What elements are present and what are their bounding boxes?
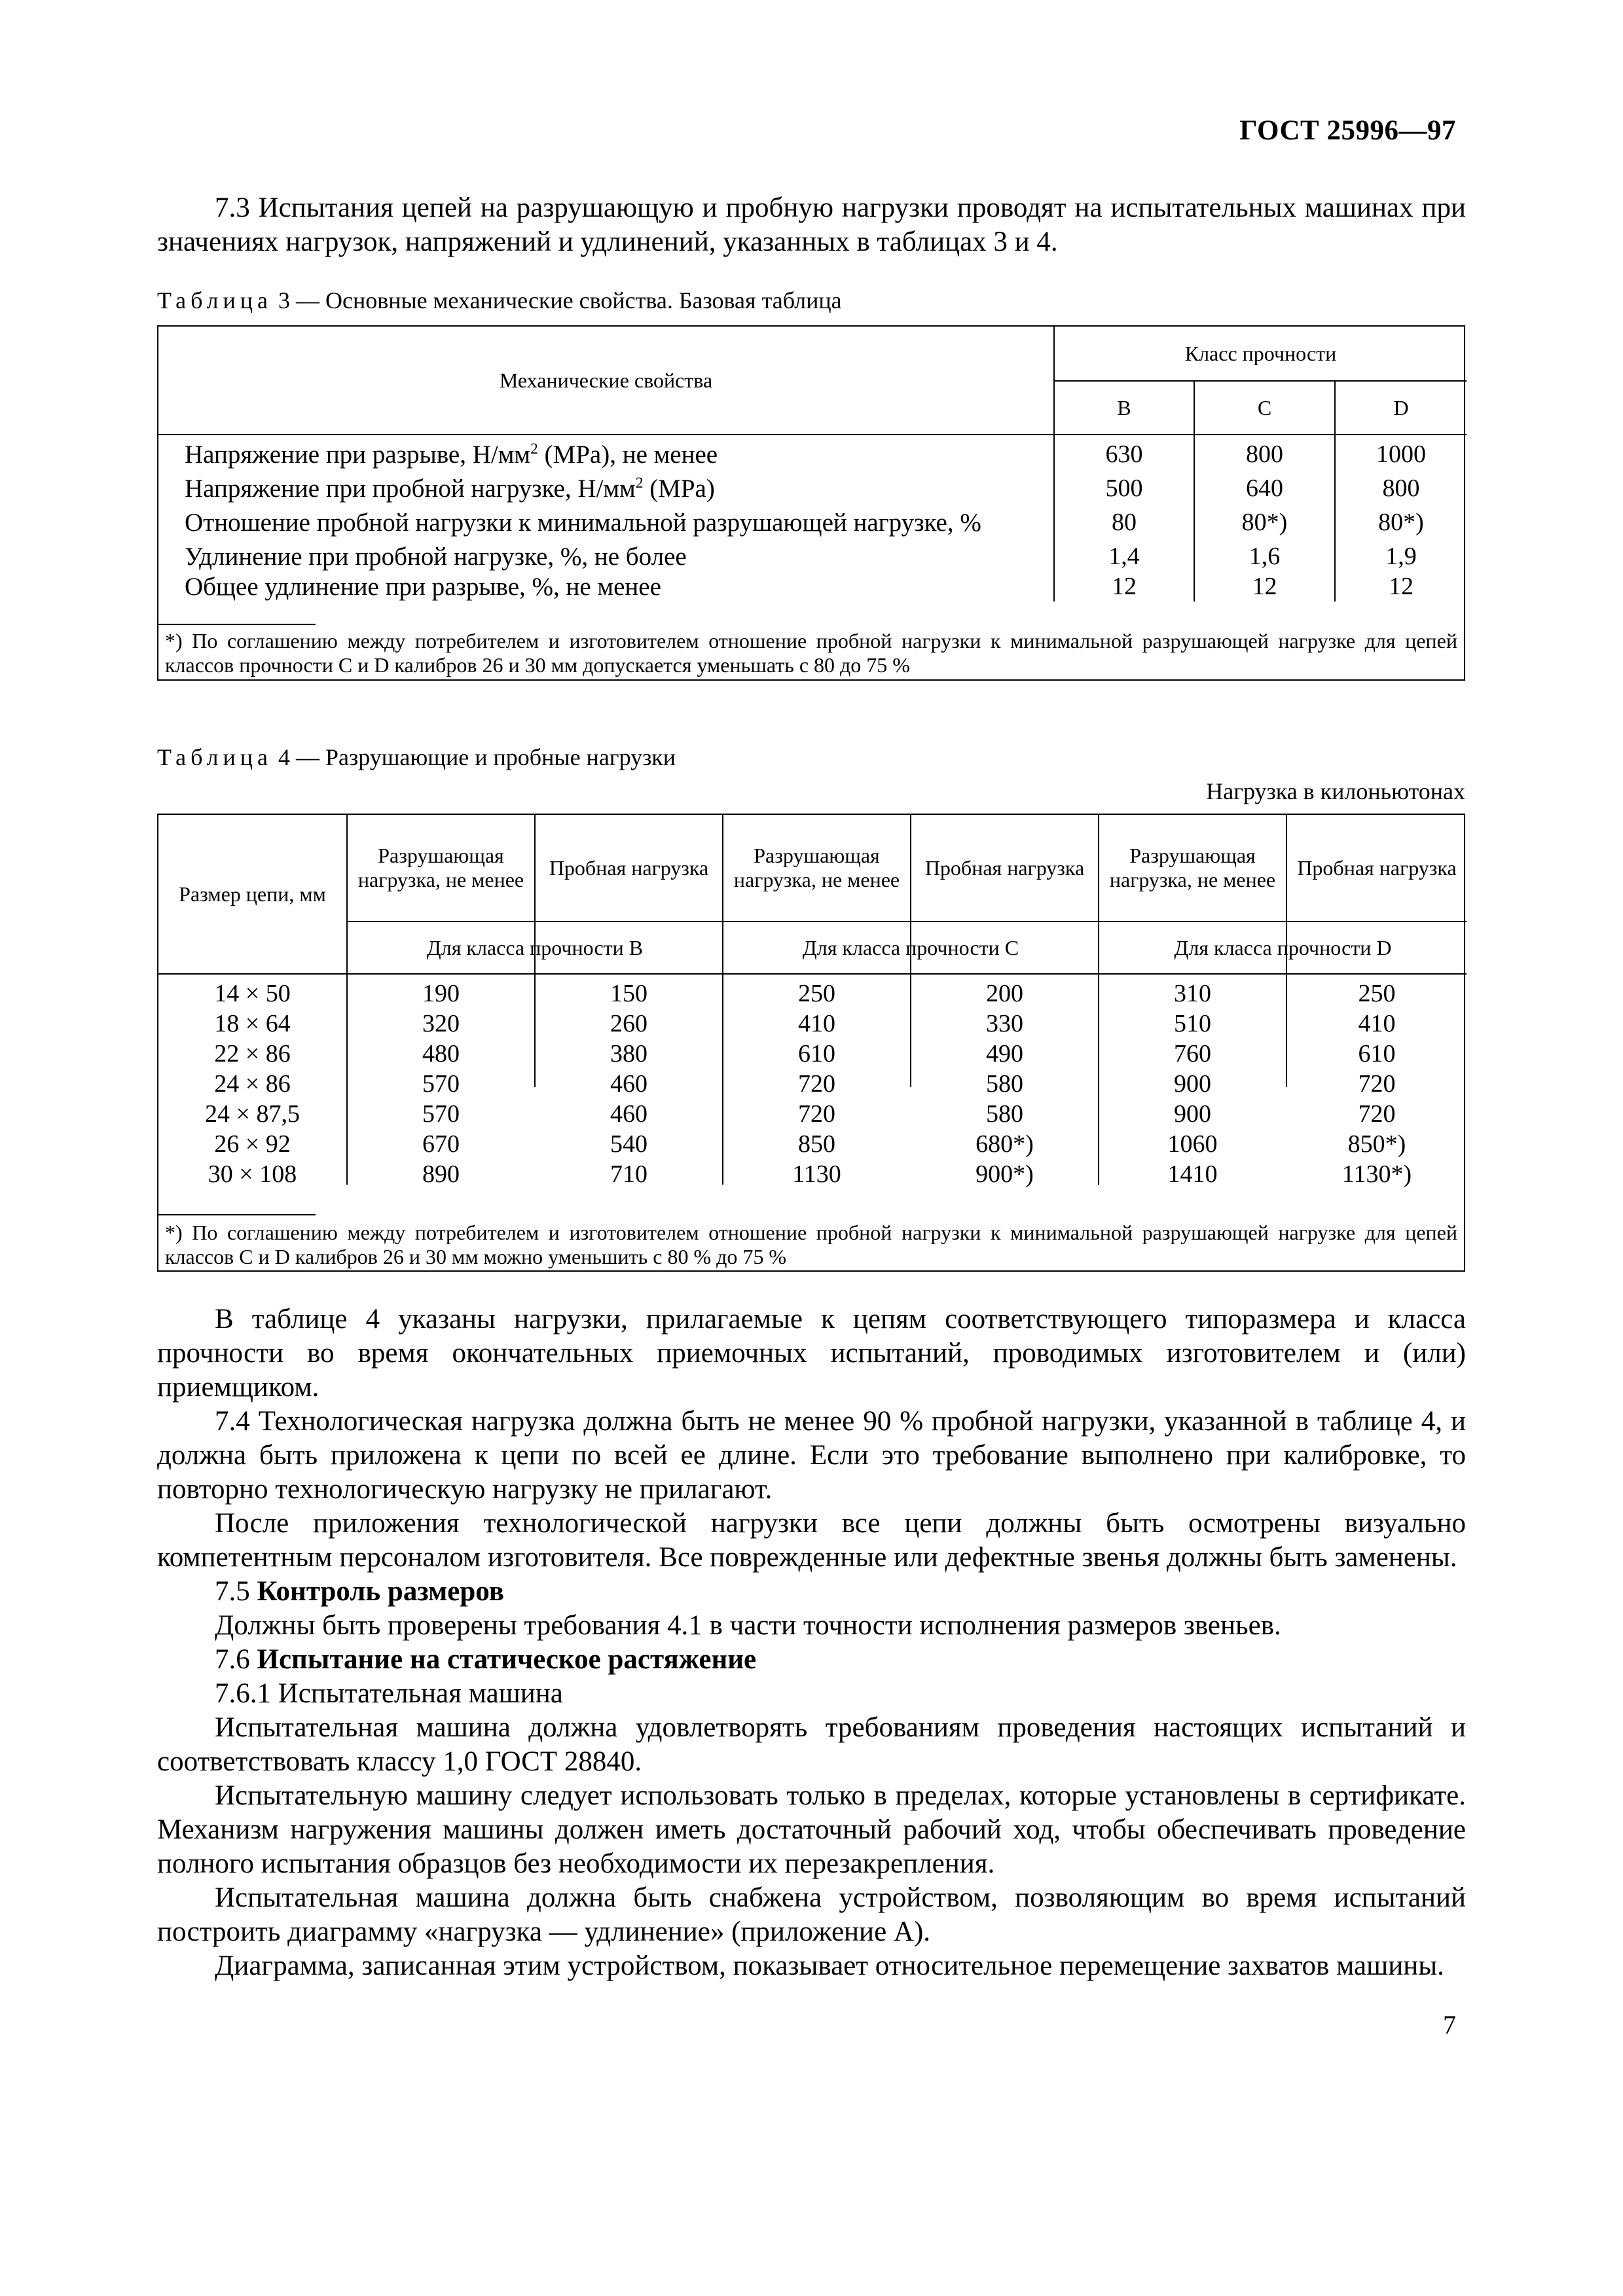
table4-value-cell: 580 bbox=[986, 1100, 1023, 1128]
table4-value-cell: 670 bbox=[422, 1130, 460, 1158]
table4-value-cell: 760 bbox=[1174, 1040, 1211, 1067]
table4-class-d: Для класса прочности D bbox=[1174, 935, 1392, 960]
paragraph-machine-usage: Испытательную машину следует использовать только в пределах, которые установлены в сертификате. Механизм нагружения машины должен иметь достаточный рабочий ход, чтобы обеспечивать проведение полного испытания образцов без необходимости их перезакрепления. bbox=[157, 1780, 1466, 1879]
table4-value-cell: 410 bbox=[1358, 1010, 1396, 1037]
table4-head-proof: Пробная нагрузка bbox=[924, 855, 1085, 880]
table3-class-b: B bbox=[1117, 395, 1131, 420]
table4-unit-note: Нагрузка в килоньютонах bbox=[1206, 778, 1465, 804]
table4-head-proof: Пробная нагрузка bbox=[1297, 855, 1457, 880]
paragraph-7-5: Должны быть проверены требования 4.1 в части точности исполнения размеров звеньев. bbox=[215, 1610, 1281, 1641]
table4-class-b: Для класса прочности B bbox=[426, 935, 644, 960]
table4-value-cell: 250 bbox=[1358, 980, 1396, 1007]
table4-value-cell: 900 bbox=[1174, 1070, 1211, 1098]
table4-value-cell: 570 bbox=[422, 1070, 460, 1098]
table4-value-cell: 540 bbox=[610, 1130, 647, 1158]
table3-caption-word: Таблица bbox=[157, 287, 272, 314]
table4-value-cell: 310 bbox=[1174, 980, 1211, 1007]
table4-value-cell: 150 bbox=[610, 980, 647, 1007]
table4 bbox=[157, 814, 1465, 1272]
table3-class-d: D bbox=[1393, 395, 1409, 420]
table4-caption-word: Таблица bbox=[157, 744, 272, 770]
table4-value-cell: 1130*) bbox=[1341, 1160, 1412, 1188]
table4-head-size: Размер цепи, мм bbox=[179, 882, 326, 906]
table4-value-cell: 570 bbox=[422, 1100, 460, 1128]
table4-value-cell: 1130 bbox=[792, 1160, 841, 1188]
table3-class-c: C bbox=[1257, 395, 1272, 420]
table4-value-cell: 460 bbox=[610, 1100, 647, 1128]
table4-head-proof: Пробная нагрузка bbox=[549, 855, 709, 880]
table4-value-cell: 720 bbox=[798, 1100, 835, 1128]
table4-value-cell: 490 bbox=[986, 1040, 1023, 1067]
table4-value-cell: 720 bbox=[798, 1070, 835, 1098]
table3-footnote: *) По соглашению между потребителем и изготовителем отношение пробной нагрузки к минимальной разрушающей нагрузке для цепей классов прочности C и D калибров 26 и 30 мм допускается уменьшать с 80 до 75 % bbox=[165, 629, 1457, 677]
table4-value-cell: 890 bbox=[422, 1160, 460, 1188]
table4-value-cell: 480 bbox=[422, 1040, 460, 1067]
table4-value-cell: 1060 bbox=[1167, 1130, 1218, 1158]
table4-size-cell: 24 × 86 bbox=[214, 1070, 291, 1098]
paragraph-machine-requirements: Испытательная машина должна удовлетворять требованиям проведения настоящих испытаний и соответствовать классу 1,0 ГОСТ 28840. bbox=[157, 1712, 1466, 1777]
table4-value-cell: 190 bbox=[422, 980, 460, 1007]
table3-caption bbox=[157, 287, 842, 314]
paragraph-loads: В таблице 4 указаны нагрузки, прилагаемые к цепям соответствующего типоразмера и класса прочности во время окончательных приемочных испытаний, проводимых изготовителем и (или) приемщиком. bbox=[157, 1304, 1466, 1403]
table4-value-cell: 460 bbox=[610, 1070, 647, 1098]
table4-value-cell: 610 bbox=[798, 1040, 835, 1067]
table4-size-cell: 22 × 86 bbox=[214, 1040, 291, 1067]
table3-head-property: Механические свойства bbox=[499, 368, 713, 392]
table4-value-cell: 680*) bbox=[976, 1130, 1034, 1158]
table4-size-cell: 30 × 108 bbox=[208, 1160, 297, 1188]
table4-value-cell: 1410 bbox=[1167, 1160, 1218, 1188]
table4-footnote: *) По соглашению между потребителем и изготовителем отношение пробной нагрузки к минимальной разрушающей нагрузке для цепей классов C и D калибров 26 и 30 мм можно уменьшить с 80 % до 75 % bbox=[165, 1221, 1457, 1268]
table4-value-cell: 610 bbox=[1358, 1040, 1396, 1067]
table4-head-break: Разрушающая нагрузка, не менее bbox=[1109, 844, 1276, 891]
paragraph-diagram-device: Испытательная машина должна быть снабжена устройством, позволяющим во время испытаний построить диаграмму «нагрузка — удлинение» (приложение А). bbox=[157, 1882, 1466, 1947]
table4-value-cell: 320 bbox=[422, 1010, 460, 1037]
table4-value-cell: 720 bbox=[1358, 1100, 1396, 1128]
table4-value-cell: 710 bbox=[610, 1160, 647, 1188]
paragraph-inspection: После приложения технологической нагрузки все цепи должны быть осмотрены визуально компетентным персоналом изготовителя. Все поврежденные или дефектные звенья должны быть заменены. bbox=[157, 1508, 1466, 1573]
table4-value-cell: 900 bbox=[1174, 1100, 1211, 1128]
intro-paragraph: 7.3 Испытания цепей на разрушающую и пробную нагрузки проводят на испытательных машинах при значениях нагрузок, напряжений и удлинений, указанных в таблицах 3 и 4. bbox=[157, 192, 1466, 257]
table4-value-cell: 200 bbox=[986, 980, 1023, 1007]
page-number: 7 bbox=[1443, 2010, 1456, 2039]
table4-size-cell: 24 × 87,5 bbox=[205, 1100, 300, 1128]
table4-value-cell: 850 bbox=[798, 1130, 835, 1158]
table4-caption bbox=[157, 744, 676, 771]
paragraph-7-4: 7.4 Технологическая нагрузка должна быть не менее 90 % пробной нагрузки, указанной в таблице 4, и должна быть приложена к цепи по всей ее длине. Если это требование выполнено при калибровке, то повторно технологическую нагрузку не прилагают. bbox=[157, 1406, 1466, 1505]
table4-value-cell: 900*) bbox=[976, 1160, 1034, 1188]
table4-value-cell: 380 bbox=[610, 1040, 647, 1067]
table4-value-cell: 410 bbox=[798, 1010, 835, 1037]
table3: Механические свойства Класс прочности B C D Напряжение при разрыве, $Н/мм^2$ (MPa), не менее 630 800 1000 Напряжение при пробной нагрузке, $Н/мм^2$ (MPa) 500 640 800 Отношение пробной нагрузки к минимальной разрушающей нагрузке, % 80 80*) 80*) Удлинение при пробной нагрузке, %, не более 1,4 1,6 1,9 Общее удлинение при разрыве, %, не менее 12 12 12 *) По соглашению между потребителем и изготовителем отношение пробной нагрузки к минимальной разрушающей нагрузке для цепей классов прочности C и D калибров 26 и 30 мм допускается уменьшать с 80 до 75 % bbox=[157, 325, 1465, 681]
table4-size-cell: 26 × 92 bbox=[214, 1130, 291, 1158]
table4-value-cell: 510 bbox=[1174, 1010, 1211, 1037]
table4-class-c: Для класса прочности C bbox=[802, 935, 1019, 960]
table4-size-cell: 14 × 50 bbox=[214, 980, 291, 1007]
paragraph-diagram: Диаграмма, записанная этим устройством, показывает относительное перемещение захватов машины. bbox=[215, 1950, 1444, 1981]
table4-value-cell: 330 bbox=[986, 1010, 1023, 1037]
table3-caption-text: 3 — Основные механические свойства. Базовая таблица bbox=[272, 287, 842, 314]
table4-value-cell: 720 bbox=[1358, 1070, 1396, 1098]
table4-head-break: Разрушающая нагрузка, не менее bbox=[733, 844, 900, 891]
table3-head-class: Класс прочности bbox=[1184, 341, 1337, 365]
table4-head-break: Разрушающая нагрузка, не менее bbox=[357, 844, 524, 891]
table4-caption-text: 4 — Разрушающие и пробные нагрузки bbox=[272, 744, 676, 770]
document-code: ГОСТ 25996—97 bbox=[1239, 115, 1456, 146]
table4-size-cell: 18 × 64 bbox=[214, 1010, 291, 1037]
table4-value-cell: 850*) bbox=[1347, 1130, 1406, 1158]
table4-value-cell: 580 bbox=[986, 1070, 1023, 1098]
section-7-5-heading: 7.5 Контроль размеров bbox=[215, 1576, 504, 1607]
section-7-6-1-heading: 7.6.1 Испытательная машина bbox=[215, 1678, 563, 1709]
section-7-6-heading: 7.6 Испытание на статическое растяжение bbox=[215, 1644, 757, 1675]
table4-value-cell: 260 bbox=[610, 1010, 647, 1037]
table4-value-cell: 250 bbox=[798, 980, 835, 1007]
